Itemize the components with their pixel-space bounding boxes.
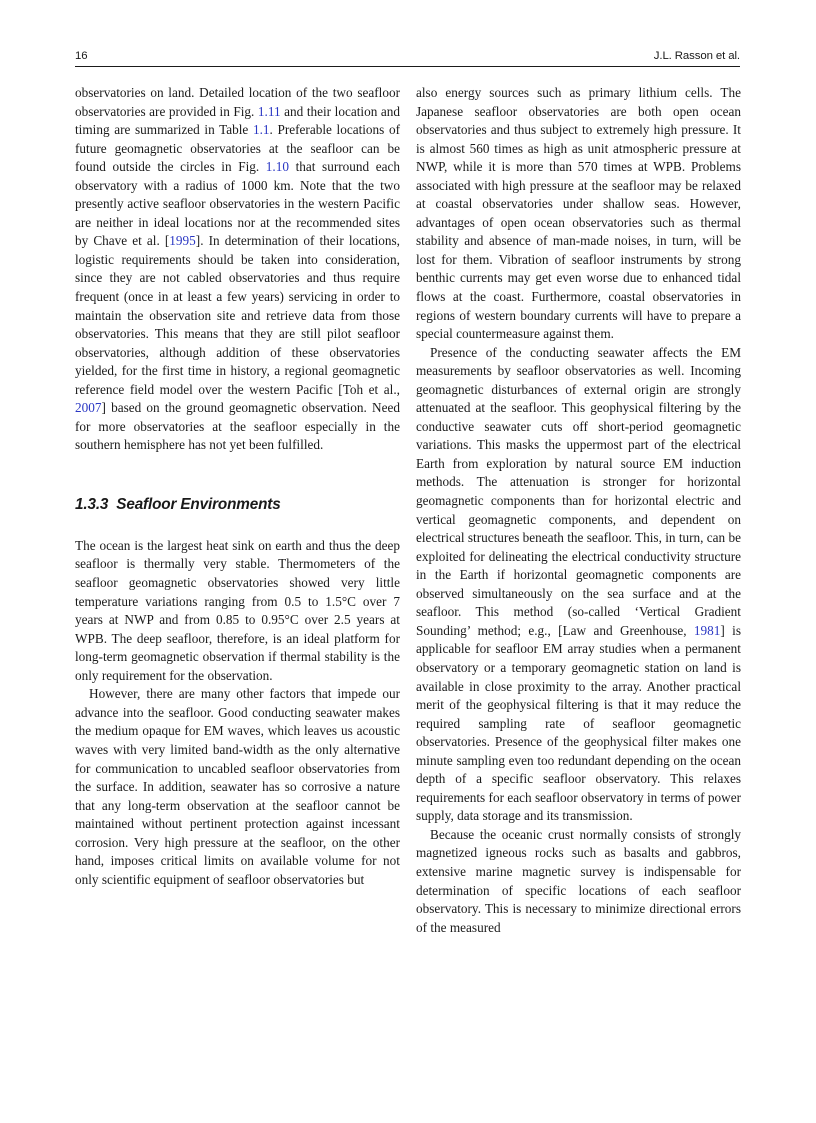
reference-link[interactable]: 1981	[693, 622, 721, 638]
running-head	[75, 50, 740, 67]
left-column	[75, 84, 400, 1024]
right-column	[416, 84, 741, 1024]
right-column-paragraphs	[416, 84, 741, 937]
reference-link[interactable]: 2007	[75, 400, 102, 416]
page-number: 16	[75, 50, 88, 62]
left-column-paragraphs-before-heading	[75, 84, 400, 455]
para-conducting-seawater: Presence of the conducting seawater affects the EM measurements by seafloor observatories as well. Incoming geomagnetic disturbances of external origin are strongly attenuated at the seafloor. This geophysical filtering by the conductive seawater cuts off short-period geomagnetic variations. This masks the uppermost part of the electrical Earth from exploration by natural source EM induction methods. The attenuation is stronger for horizontal geomagnetic components than for horizontal electric and vertical geomagnetic components, and dependent on electrical structures beneath the seafloor. This, in turn, can be exploited for delineating the electrical conductivity structure in the Earth if horizontal geomagnetic components are observed simultaneously on the sea surface and at the seafloor. This method (so-called ‘Vertical Gradient Sounding’ method; e.g., [Law and Greenhouse, 1981] is applicable for seafloor EM array studies when a permanent observatory or a temporary geomagnetic station on land is available in close proximity to the array. Another practical merit of the geophysical filtering is that it may reduce the required sampling rate of seafloor geomagnetic observatories. Presence of the geophysical filter makes one minute sampling even too redundant depending on the ocean depth of a specific seafloor observatory. This relaxes requirements for each seafloor observatory in terms of power supply, data storage and its transmission.	[416, 344, 742, 824]
section-heading-title: Seafloor Environments	[116, 495, 281, 513]
left-column-paragraphs-after-heading	[75, 537, 400, 889]
para-observatories-continued: observatories on land. Detailed location of the two seafloor observatories are provided in Fig. 1.11 and their location and timing are summarized in Table 1.1. Preferable locations of future geomagnetic observatories at the seafloor can be found outside the circles in Fig. 1.10 that surround each observatory with a radius of 1000 km. Note that the two presently active seafloor observatories in the western Pacific are neither in ideal locations nor at the recommended sites by Chave et al. [1995]. In determination of their locations, logistic requirements should be taken into consideration, since they are not cabled observatories and thus require frequent (once in at least a few years) servicing in order to maintain the observation site and retrieve data from those observatories. This means that they are still pilot seafloor observatories, although addition of these observatories yielded, for the first time in history, a regional geomagnetic reference field model over the western Pacific [Toh et al., 2007] based on the ground geomagnetic observation. Need for more observatories at the seafloor especially in the southern hemisphere has not yet been fulfilled.	[75, 85, 401, 453]
section-heading-number: 1.3.3	[75, 495, 109, 513]
reference-link[interactable]: 1.10	[265, 159, 289, 175]
reference-link[interactable]: 1.1	[252, 122, 270, 138]
body-columns	[75, 84, 740, 1024]
running-head-authors: J.L. Rasson et al.	[653, 50, 740, 62]
para-impeding-factors: However, there are many other factors that impede our advance into the seafloor. Good conducting seawater makes the medium opaque for EM waves, which leaves us acoustic waves with very limited band-width as the only alternative for communication to uncabled seafloor observatories from the surface. In addition, seawater has so corrosive a nature that any long-term observation at the seafloor cannot be maintained without pertinent protection against incessant corrosion. Very high pressure at the seafloor, on the other hand, imposes critical limits on available volume for not only scientific equipment of seafloor observatories but	[75, 686, 400, 887]
section-heading	[75, 495, 400, 515]
para-ocean-heat-sink: The ocean is the largest heat sink on earth and thus the deep seafloor is thermally very stable. Thermometers of the seafloor geomagnetic observatories showed very little temperature variations ranging from 0.5 to 1.5°C over 7 years at NWP and from 0.85 to 0.95°C over 2.5 years at WPB. The deep seafloor, therefore, is an ideal platform for long-term geomagnetic observation if thermal stability is the only requirement for the observation.	[75, 537, 400, 683]
section-heading-block	[75, 455, 400, 537]
para-energy-sources: also energy sources such as primary lithium cells. The Japanese seafloor observatories are both open ocean observatories and thus subject to extremely high pressure. It is almost 560 times as high as unit atmospheric pressure at NWP, while it is more than 570 times at WPB. Problems associated with high pressure at the seafloor may be relaxed at coastal observatories under shallow seas. However, advantages of open ocean observatories such as thermal stability and absence of man-made noises, in turn, will be lost for them. Vibration of seafloor instruments by strong benthic currents may get even worse due to enhanced tidal flows at the coast. Furthermore, coastal observatories in regions of western boundary currents will have to prepare a special countermeasure against them.	[416, 85, 741, 342]
reference-link[interactable]: 1.11	[257, 103, 281, 119]
para-oceanic-crust: Because the oceanic crust normally consists of strongly magnetized igneous rocks such as basalts and gabbros, extensive marine magnetic survey is indispensable for determination of specific locations of each seafloor observatory. This is necessary to minimize directional errors of the measured	[416, 826, 741, 935]
reference-link[interactable]: 1995	[169, 233, 196, 249]
